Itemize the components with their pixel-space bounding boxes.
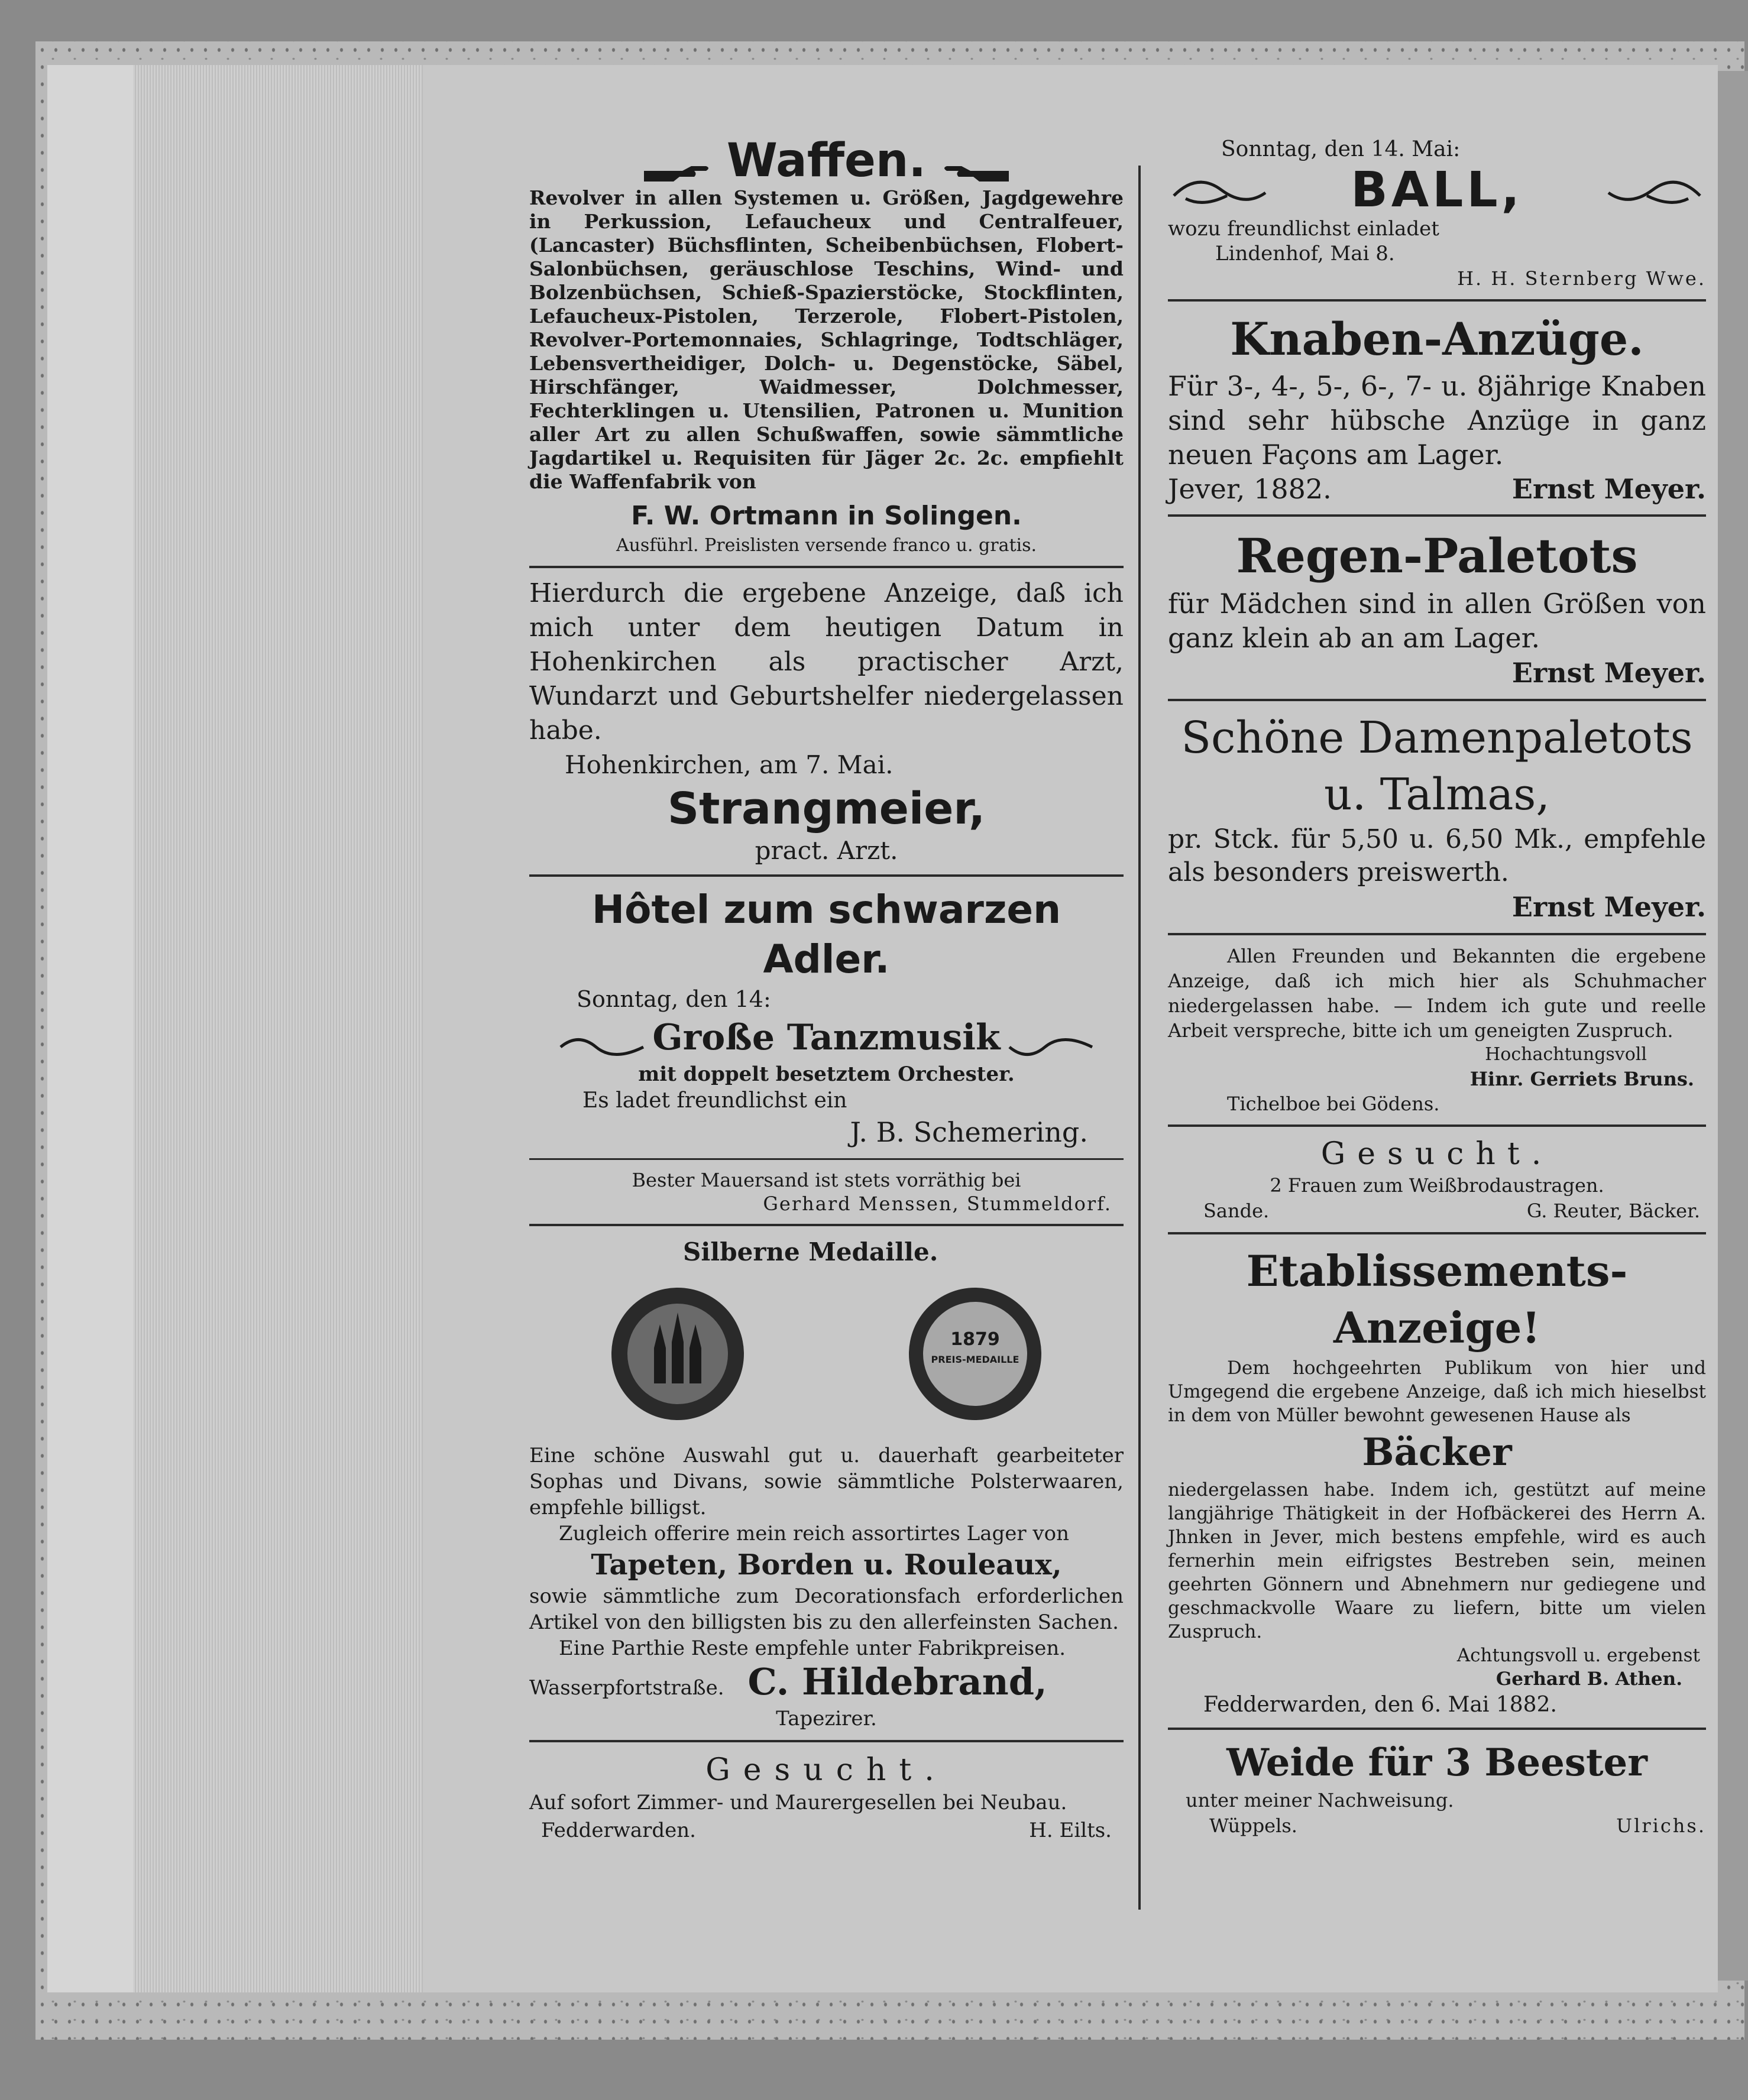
vendor-name: Gerhard B. Athen. (1495, 1668, 1682, 1690)
event-date: Sonntag, den 14. Mai: (1221, 137, 1461, 161)
closing: Hochachtungsvoll (1485, 1044, 1647, 1065)
firm-name: F. W. Ortmann in Solingen. (631, 501, 1022, 531)
ad-weide (1168, 1738, 1706, 1839)
ad-title-2: u. Talmas, (1324, 769, 1550, 820)
vendor-name: Gerhard Menssen, Stummeldorf. (763, 1192, 1112, 1215)
invite-text: wozu freundlichst einladet (1168, 217, 1439, 241)
ad-title: Knaben-Anzüge. (1230, 313, 1644, 365)
host-name: H. H. Sternberg Wwe. (1457, 267, 1706, 290)
divider (529, 1224, 1124, 1226)
flourish-right-icon (1004, 1032, 1098, 1062)
place-date: Jever, 1882. (1168, 473, 1332, 505)
event-date: Sonntag, den 14: (577, 986, 771, 1012)
vendor-name: H. Eilts. (1029, 1819, 1112, 1842)
place: Tichelboe bei Gödens. (1227, 1093, 1440, 1115)
ad-body: für Mädchen sind in allen Größen von ganz klein ab an am Lager. (1168, 588, 1706, 654)
event-title: BALL, (1351, 161, 1523, 218)
ad-title: Silberne Medaille. (683, 1237, 938, 1266)
ad-body: sowie sämmtliche zum Decorationsfach erforderlichen Artikel von den billigsten bis zu den allerfeinsten Sachen. (529, 1584, 1124, 1634)
ad-title: Waffen. (726, 134, 927, 187)
divider (529, 566, 1124, 568)
price-list-note: Ausführl. Preislisten versende franco u. gratis. (616, 535, 1037, 556)
ad-body: pr. Stck. für 5,50 u. 6,50 Mk., empfehle als besonders preiswerth. (1168, 824, 1706, 887)
right-column (1168, 136, 1706, 1839)
ad-title: Schöne Damenpaletots (1181, 712, 1693, 763)
ad-line: Bester Mauersand ist stets vorräthig bei (632, 1169, 1021, 1191)
ad-damenpaletots (1168, 709, 1706, 925)
vendor-name: G. Reuter, Bäcker. (1526, 1200, 1700, 1222)
flourish-left-icon (555, 1032, 649, 1062)
place-date: Lindenhof, Mai 8. (1215, 242, 1395, 265)
doctor-name: Strangmeier, (667, 783, 986, 834)
medal-wreath-icon (904, 1283, 1046, 1425)
ad-arzt (529, 576, 1124, 866)
ad-gesucht-frauen (1168, 1135, 1706, 1224)
ad-title: Etablissements-Anzeige! (1246, 1246, 1628, 1353)
ad-body: Revolver in allen Systemen u. Größen, Jagdgewehre in Perkussion, Lefaucheux und Centralfeuer, (Lancaster) Büchsflinten, Scheibenbüchsen, Flobert-Salonbüchsen, geräuschlose Teschins, Wind- und Bolzenbüchsen, Schieß-Spazierstöcke, Stockflinten, Lefaucheux-Pistolen, Terzerole, Flobert-Pistolen, Revolver-Portemonnaies, Schlagringe, Todtschläger, Lebensvertheidiger, Dolch- u. Degenstöcke, Säbel, Hirschfänger, Waidmesser, Dolchmesser, Fechterklingen u. Utensilien, Patronen u. Munition aller Art zu allen Schußwaffen, sowie sämmtliche Jagdartikel u. Requisiten für Jäger 2c. 2c. empfiehlt die Waffenfabrik von (529, 186, 1124, 493)
ad-body: Für 3-, 4-, 5-, 6-, 7- u. 8jährige Knaben sind sehr hübsche Anzüge in ganz neuen Façons am Lager. (1168, 370, 1706, 471)
ad-title: Gesucht. (1320, 1136, 1553, 1172)
doctor-title: pract. Arzt. (755, 836, 898, 865)
ad-body: 2 Frauen zum Weißbrodaustragen. (1270, 1174, 1604, 1197)
ad-schuhmacher (1168, 944, 1706, 1116)
ad-gesucht (529, 1751, 1124, 1845)
ad-title: Gesucht. (705, 1752, 947, 1788)
place: Sande. (1203, 1200, 1270, 1222)
ad-regen-paletots (1168, 525, 1706, 691)
divider (529, 1740, 1124, 1742)
ad-body: Dem hochgeehrten Publikum von hier und Umgegend die ergebene Anzeige, daß ich mich hieselbst in dem von Müller bewohnt gewesenen Hause als (1168, 1357, 1706, 1426)
left-column (529, 136, 1124, 1845)
ad-mauersand (529, 1168, 1124, 1216)
pointing-hand-right-icon (641, 159, 712, 189)
book-spine (47, 65, 136, 1992)
facing-page-edge (1718, 71, 1748, 1981)
divider (529, 1158, 1124, 1160)
divider (1168, 699, 1706, 701)
place-date: Hohenkirchen, am 7. Mai. (565, 750, 894, 779)
page-edges (133, 65, 426, 1992)
place: Fedderwarden. (541, 1819, 696, 1842)
vendor-name: C. Hildebrand, (747, 1660, 1047, 1703)
vendor-name: Hinr. Gerriets Bruns. (1469, 1068, 1694, 1090)
vendor-name: Ernst Meyer. (1511, 891, 1706, 923)
divider (1168, 1728, 1706, 1730)
medal-caption: PREIS-MEDAILLE (931, 1354, 1019, 1365)
place-date: Fedderwarden, den 6. Mai 1882. (1203, 1693, 1557, 1717)
closing: Achtungsvoll u. ergebenst (1456, 1645, 1700, 1666)
ad-title: Regen-Paletots (1236, 528, 1638, 584)
divider (529, 874, 1124, 877)
ad-body: unter meiner Nachweisung. (1186, 1789, 1454, 1811)
event-subtitle: mit doppelt besetztem Orchester. (638, 1062, 1015, 1086)
hotel-title: Hôtel zum schwarzen Adler. (591, 887, 1061, 982)
ad-hotel (529, 885, 1124, 1150)
ad-body: Eine Parthie Reste empfehle unter Fabrikpreisen. (559, 1636, 1066, 1660)
divider (1168, 1124, 1706, 1127)
place: Wüppels. (1209, 1814, 1297, 1837)
ad-knaben (1168, 310, 1706, 506)
invite-text: Es ladet freundlichst ein (582, 1088, 847, 1113)
column-divider (1138, 166, 1141, 1910)
flourish-right-icon (1605, 166, 1706, 213)
ad-body: Allen Freunden und Bekannten die ergebene Anzeige, daß ich mich hier als Schuhmacher niedergelassen habe. — Indem ich gute und reelle Arbeit verspreche, bitte ich um geneigten Zuspruch. (1168, 945, 1706, 1042)
ad-body: Hierdurch die ergebene Anzeige, daß ich mich unter dem heutigen Datum in Hohenkirchen als practischer Arzt, Wundarzt und Geburtshelfer niedergelassen habe. (529, 578, 1124, 746)
vendor-name: Ernst Meyer. (1511, 657, 1706, 689)
ad-title: Weide für 3 Beester (1226, 1741, 1647, 1785)
divider (1168, 299, 1706, 302)
goods-heading: Tapeten, Borden u. Rouleaux, (591, 1548, 1062, 1582)
medal-cathedral-icon (607, 1283, 749, 1425)
divider (1168, 1232, 1706, 1234)
trade-heading: Bäcker (1362, 1430, 1512, 1474)
vendor-name: Ernst Meyer. (1511, 473, 1706, 505)
vendor-name: Ulrichs. (1616, 1814, 1706, 1837)
ad-ball (1168, 136, 1706, 291)
flourish-left-icon (1168, 166, 1268, 213)
vendor-role: Tapezirer. (776, 1707, 877, 1730)
street: Wasserpfortstraße. (529, 1676, 724, 1700)
medal-year: 1879 (950, 1329, 1000, 1350)
ad-etablissement (1168, 1243, 1706, 1719)
event-title: Große Tanzmusik (652, 1017, 1001, 1058)
ad-waffen (529, 136, 1124, 558)
ad-body: Eine schöne Auswahl gut u. dauerhaft gearbeiteter Sophas und Divans, sowie sämmtliche Polsterwaaren, empfehle billigst. (529, 1444, 1124, 1519)
ad-body: Auf sofort Zimmer- und Maurergesellen bei Neubau. (529, 1791, 1067, 1814)
ad-body: niedergelassen habe. Indem ich, gestützt auf meine langjährige Thätigkeit in der Hofbäckerei des Herrn A. Jhnken in Jever, mich bestens empfehle, wird es auch fernerhin mein eifrigstes Bestreben sein, meinen geehrten Gönnern und Abnehmern nur gediegene und geschmackvolle Waare zu liefern, bitte um vielen Zuspruch. (1168, 1479, 1706, 1642)
ad-body: Zugleich offerire mein reich assortirtes Lager von (559, 1522, 1069, 1545)
ad-medaille (529, 1234, 1124, 1732)
host-name: J. B. Schemering. (850, 1116, 1088, 1148)
divider (1168, 514, 1706, 517)
divider (1168, 933, 1706, 935)
pointing-hand-left-icon (941, 159, 1012, 189)
